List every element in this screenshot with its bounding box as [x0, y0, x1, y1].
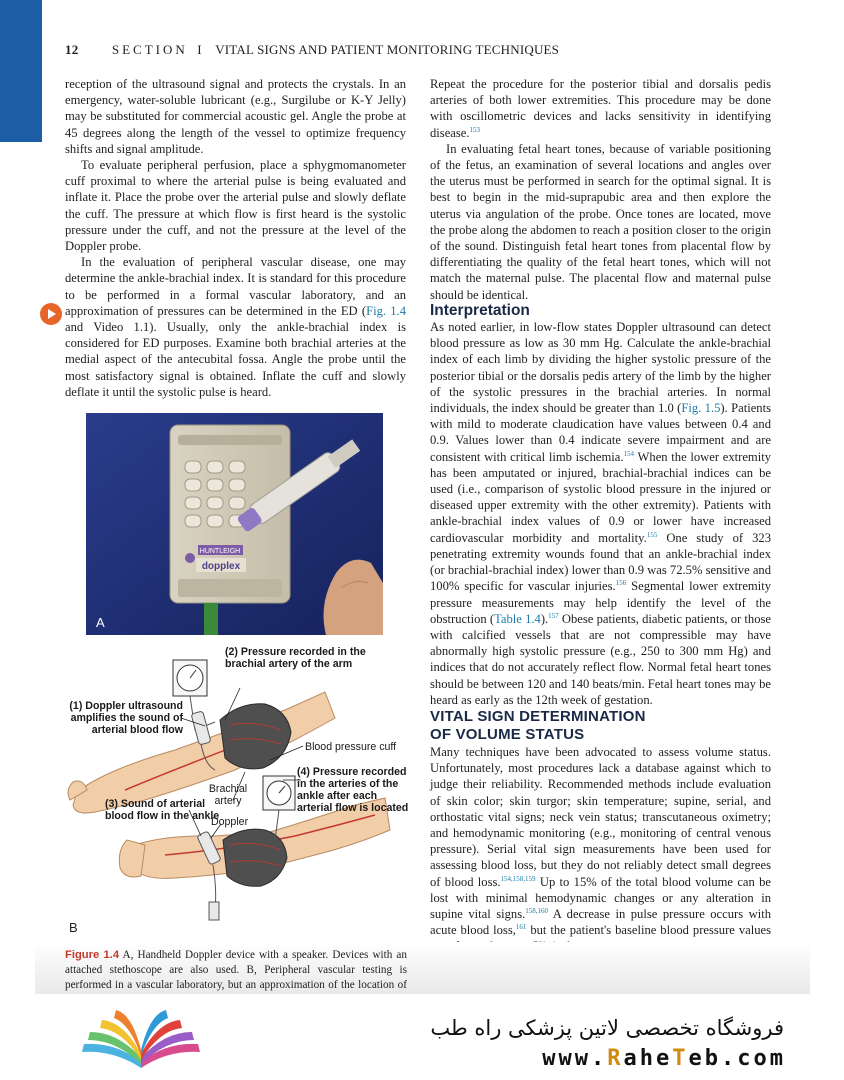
figure-photo-doppler-device: [86, 413, 383, 635]
section-heading-vital-sign: VITAL SIGN DETERMINATION OF VOLUME STATUS: [430, 707, 646, 743]
citation: 154,158,159: [500, 874, 536, 883]
citation: 154: [623, 449, 635, 458]
section-title: VITAL SIGNS AND PATIENT MONITORING TECHNIQUES: [215, 42, 560, 57]
running-header: [65, 42, 805, 58]
left-column: [65, 76, 406, 400]
section-label: SECTION: [111, 42, 188, 57]
paragraph: As noted earlier, in low-flow states Doppler ultrasound can detect blood pressure as low as 30 mm Hg. Calculate the ankle-brachial index of each limb by dividing the higher systolic pressure of the posterior tibial or the dorsalis pedis artery of the limb by the higher of the systolic pressures in the brachial arteries. In normal individuals, the index should be greater than 1.0 (Fig. 1.5). Patients with mild to moderate claudication have values between 0.4 and 0.9. Values lower than 0.4 indicate severe impairment and are consistent with critical limb ischemia.$^{154}$ When the lower extremity has been amputated or injured, brachial-brachial indices can be used (i.e., comparison of systolic blood pressure in the injured or diseased upper extremity with the other extremity). Patients with ankle-brachial index values of 0.9 or lower have increased cardiovascular morbidity and mortality.$^{155}$ One study of 323 penetrating extremity wounds found that an ankle-brachial index (or brachial-brachial index) lower than 0.9 was 72.5% sensitive and 100% specific for vascular injuries.$^{156}$ Segmental lower extremity pressure measurements may help identify the level of the obstruction (Table 1.4).$^{157}$ Obese patients, diabetic patients, or those with calcified vessels that are not compressible may have abnormally high systolic pressure (e.g., 250 to 300 mm Hg) and indices that do not accurately reflect flow. Normal fetal heart tones should be between 120 and 140 beats/min. Fetal heart tones may be heard as early as the 12th week of gestation.: [430, 320, 771, 707]
paragraph: To evaluate peripheral perfusion, place a sphygmomanometer cuff proximal to where the arterial pulse is being evaluated and inflate it. Place the probe over the arterial pulse and slowly deflate the cuff. The pressure at which flow is first heard is the systolic pressure under the cuff, and not the pressure at the level of the Doppler probe.: [65, 158, 406, 254]
citation: 153: [469, 125, 481, 134]
citation: 157: [548, 611, 559, 620]
table-reference-link[interactable]: Table 1.4: [494, 611, 541, 626]
paragraph: In the evaluation of peripheral vascular disease, one may determine the ankle-brachial index. It is standard for this procedure to be performed in a formal vascular laboratory, and an approximation of pressures can be determined in the ED (Fig. 1.4 and Video 1.1). Usually, only the ankle-brachial index is considered for ED purposes. Examine both brachial arteries at the medial aspect of the antecubital fossa. Angle the probe until the most satisfactory signal is obtained. Inflate the cuff and slowly deflate it until the systolic pulse is heard.: [65, 255, 407, 399]
right-column: [430, 76, 771, 955]
citation: 158,160: [525, 906, 549, 915]
doppler-device-illustration: [86, 413, 383, 635]
store-url[interactable]: www.RaheTeb.com: [542, 1046, 786, 1071]
label-doppler-ultrasound: (1) Doppler ultrasound amplifies the sound of arterial blood flow: [69, 700, 183, 736]
label-doppler: Doppler: [211, 816, 249, 828]
label-pressure-brachial: (2) Pressure recorded in the brachial artery of the arm: [225, 646, 366, 670]
panel-a-label: A: [96, 615, 105, 630]
device-name-text: dopplex: [201, 561, 241, 572]
section-color-tab: [0, 0, 42, 142]
book-logo-icon: [76, 1002, 206, 1072]
paragraph: reception of the ultrasound signal and protects the crystals. In an emergency, water-soluble lubricant (e.g., Surgilube or K-Y Jelly) may be substituted for commercial acoustic gel. Angle the probe at 45 degrees along the length of the vessel to optimize frequency shifts and signal amplitude.: [65, 77, 406, 156]
citation: 156: [615, 579, 627, 588]
label-brachial-artery: Brachial artery: [208, 783, 248, 807]
figure-reference-link[interactable]: Fig. 1.5: [681, 401, 721, 416]
label-blood-pressure-cuff: Blood pressure cuff: [305, 741, 397, 753]
citation: 161: [515, 922, 527, 931]
store-name: فروشگاه تخصصی لاتین پزشکی راه طب: [430, 1016, 784, 1040]
play-circle-icon[interactable]: [40, 303, 62, 325]
figure-illustration-abi: [65, 640, 410, 942]
section-number: I: [197, 42, 202, 57]
store-watermark-footer: [0, 994, 844, 1080]
paragraph: In evaluating fetal heart tones, because of variable positioning of the fetus, an examination of several locations and angles over the uterus must be performed in search for the optimal signal. It is best to begin in the mid-suprapubic area and then explore the uterus via angulation of the probe. Once tones are located, move the probe along the abdomen to reach a position closer to the origin of the sound. Distinguish fetal heart tones from placental flow by differentiating the quality of the fetal heart tones, which will not match the maternal pulse. The placental flow and maternal pulse should be identical.: [430, 141, 771, 302]
label-pressure-ankle: (4) Pressure recorded in the arteries of the ankle after each arterial flow is located: [297, 766, 409, 814]
label-sound-arterial-flow: (3) Sound of arterial blood flow in the ankle: [105, 798, 220, 822]
figure-caption-text: A, Handheld Doppler device with a speaker. Devices with an attached stethoscope are also used. B, Peripheral vascular testing is performed in a vascular laboratory, but an approximation of the location of: [65, 949, 407, 991]
page-number: 12: [65, 42, 79, 57]
citation: 155: [646, 530, 658, 539]
paragraph: Many techniques have been advocated to assess volume status. Unfortunately, most procedures lack a database against which to judge their reliability. Recommended methods include evaluation of skin color; skin turgor; skin temperature; supine, serial, and orthostatic vital signs; neck vein status; transcutaneous oximetry; and hemodynamic monitoring (e.g., monitoring of central venous pressure). Serial vital sign measurements have been used for assessing blood loss, but they do not reliably detect small degrees of blood loss.$^{154,158,159}$ Up to 15% of the total blood volume can be lost with minimal hemodynamic changes or any alteration in supine vital signs.$^{158,160}$ A decrease in pulse pressure occurs with acute blood loss,$^{161}$ but the patient's baseline blood pressure values: [430, 744, 771, 938]
panel-b-label: B: [69, 920, 78, 935]
section-heading-interpretation: Interpretation: [430, 301, 530, 319]
figure-caption: [65, 948, 407, 994]
figure-reference-link[interactable]: Fig. 1.4: [366, 303, 407, 318]
paragraph: Repeat the procedure for the posterior tibial and dorsalis pedis arteries of both lower extremities. This procedure may be done with oscillometric devices and lacks sensitivity in identifying disease.$^{153}$: [430, 77, 771, 140]
device-brand-text: HUNTLEIGH: [199, 548, 241, 555]
figure-caption-number: Figure 1.4: [65, 949, 120, 961]
